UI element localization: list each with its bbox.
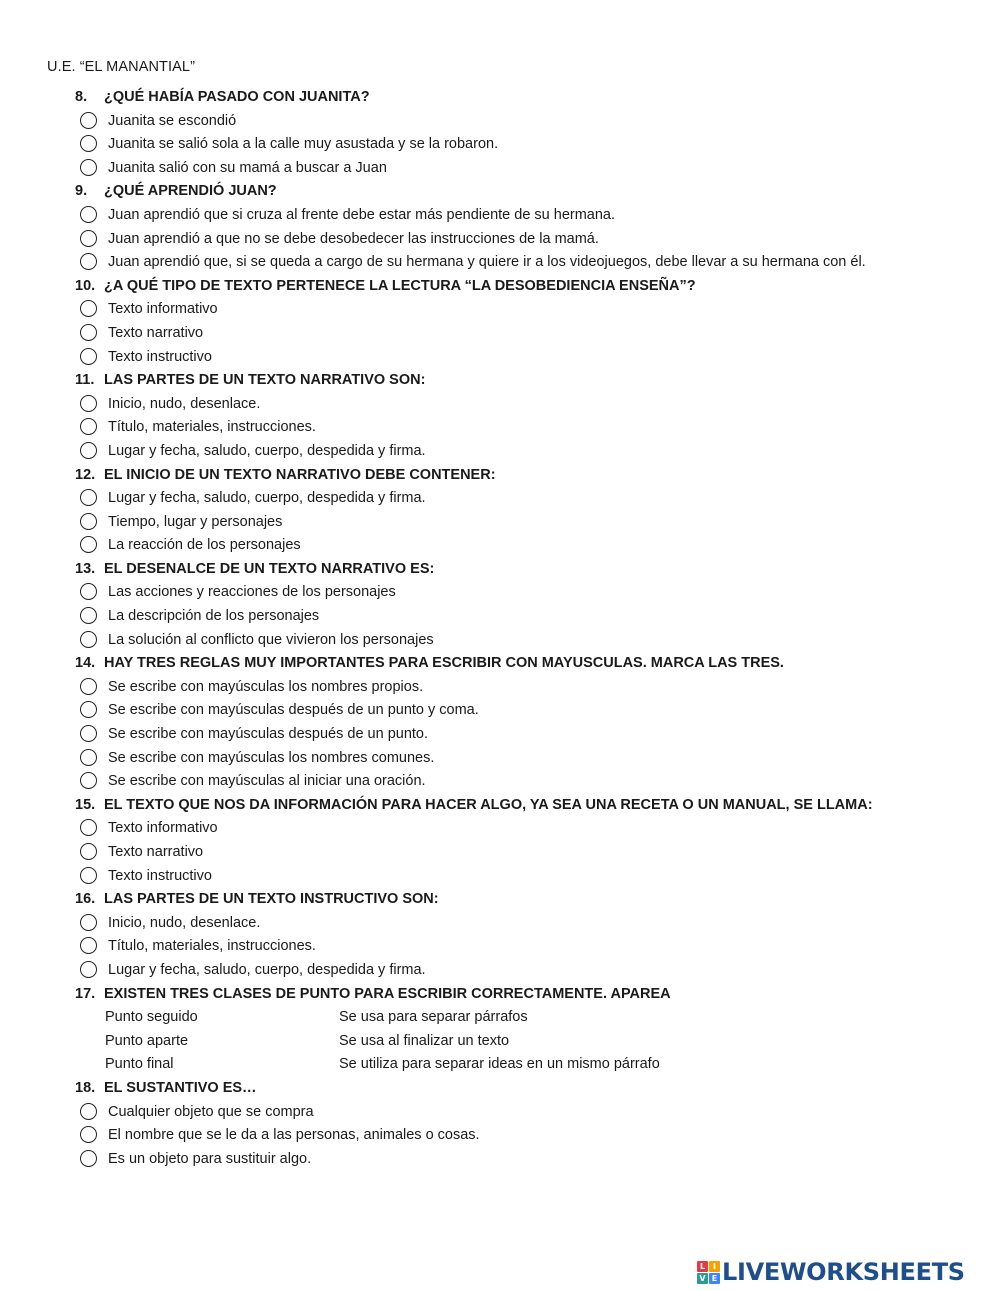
brand-logo-tile: I — [709, 1261, 720, 1272]
brand-logo-icon — [697, 1261, 720, 1284]
radio-button[interactable] — [80, 230, 97, 247]
option-label: Cualquier objeto que se compra — [108, 1103, 314, 1120]
question-text: ¿A QUÉ TIPO DE TEXTO PERTENECE LA LECTURA “LA DESOBEDIENCIA ENSEÑA”? — [104, 277, 696, 294]
question-title — [0, 983, 1000, 1007]
question-title — [0, 275, 1000, 299]
option-label: Juan aprendió a que no se debe desobedecer las instrucciones de la mamá. — [108, 230, 599, 247]
matching-row — [0, 1006, 1000, 1030]
option-label: Se escribe con mayúsculas después de un punto y coma. — [108, 702, 479, 719]
option-label: Las acciones y reacciones de los personajes — [108, 584, 396, 601]
radio-button[interactable] — [80, 607, 97, 624]
answer-option[interactable] — [0, 605, 1000, 629]
question-number: 18. — [75, 1079, 96, 1096]
answer-option[interactable] — [0, 204, 1000, 228]
option-label: Lugar y fecha, saludo, cuerpo, despedida y firma. — [108, 490, 426, 507]
radio-button[interactable] — [80, 701, 97, 718]
option-label: Juan aprendió que, si se queda a cargo de su hermana y quiere ir a los videojuegos, debe llevar a su hermana con él. — [108, 254, 866, 271]
question-title — [0, 794, 1000, 818]
option-label: El nombre que se le da a las personas, animales o cosas. — [108, 1127, 480, 1144]
option-label: Título, materiales, instrucciones. — [108, 419, 316, 436]
radio-button[interactable] — [80, 843, 97, 860]
option-label: Texto narrativo — [108, 844, 204, 860]
radio-button[interactable] — [80, 159, 97, 176]
matching-term[interactable]: Punto final — [105, 1056, 174, 1073]
option-label: Inicio, nudo, desenlace. — [108, 395, 261, 412]
option-label: Tiempo, lugar y personajes — [108, 513, 283, 530]
option-label: Se escribe con mayúsculas al iniciar una oración. — [108, 773, 426, 790]
question-number: 13. — [75, 560, 96, 577]
matching-term[interactable]: Punto aparte — [105, 1032, 189, 1049]
answer-option[interactable] — [0, 935, 1000, 959]
radio-button[interactable] — [80, 749, 97, 766]
answer-option[interactable] — [0, 841, 1000, 865]
question-number: 11. — [75, 372, 95, 389]
radio-button[interactable] — [80, 867, 97, 884]
worksheet — [0, 86, 1000, 1171]
matching-definition[interactable]: Se utiliza para separar ideas en un mismo párrafo — [339, 1056, 660, 1073]
answer-option[interactable] — [0, 110, 1000, 134]
brand-text: LIVEWORKSHEETS — [722, 1258, 965, 1286]
option-label: Texto informativo — [108, 820, 218, 837]
question-number: 15. — [75, 796, 96, 813]
radio-button[interactable] — [80, 914, 97, 931]
radio-button[interactable] — [80, 206, 97, 223]
radio-button[interactable] — [80, 442, 97, 459]
question-text: EL DESENALCE DE UN TEXTO NARRATIVO ES: — [104, 560, 435, 577]
radio-button[interactable] — [80, 937, 97, 954]
radio-button[interactable] — [80, 961, 97, 978]
question-title — [0, 1077, 1000, 1101]
answer-option[interactable] — [0, 676, 1000, 700]
liveworksheets-logo — [697, 1257, 965, 1287]
answer-option[interactable] — [0, 322, 1000, 346]
question-number: 14. — [75, 655, 96, 672]
matching-definition[interactable]: Se usa para separar párrafos — [339, 1009, 528, 1026]
option-label: Lugar y fecha, saludo, cuerpo, despedida y firma. — [108, 961, 426, 978]
question-title — [0, 369, 1000, 393]
question-text: ¿QUÉ APRENDIÓ JUAN? — [104, 183, 277, 200]
question-text: LAS PARTES DE UN TEXTO NARRATIVO SON: — [104, 372, 426, 389]
answer-option[interactable] — [0, 629, 1000, 653]
option-label: Juanita se salió sola a la calle muy asustada y se la robaron. — [108, 136, 499, 153]
answer-option[interactable] — [0, 912, 1000, 936]
option-label: Juanita se escondió — [108, 112, 237, 129]
answer-option[interactable] — [0, 534, 1000, 558]
question-title — [0, 652, 1000, 676]
answer-option[interactable] — [0, 865, 1000, 889]
answer-option[interactable] — [0, 133, 1000, 157]
question-text: ¿QUÉ HABÍA PASADO CON JUANITA? — [104, 89, 370, 105]
option-label: Texto informativo — [108, 301, 218, 318]
radio-button[interactable] — [80, 819, 97, 836]
question-text: EXISTEN TRES CLASES DE PUNTO PARA ESCRIBIR CORRECTAMENTE. APAREA — [104, 985, 671, 1002]
radio-button[interactable] — [80, 1126, 97, 1143]
question-title — [0, 464, 1000, 488]
matching-term[interactable]: Punto seguido — [105, 1009, 198, 1026]
answer-option[interactable] — [0, 1101, 1000, 1125]
brand-logo-tile: L — [697, 1261, 708, 1272]
answer-option[interactable] — [0, 511, 1000, 535]
option-label: Título, materiales, instrucciones. — [108, 938, 316, 955]
answer-option[interactable] — [0, 440, 1000, 464]
radio-button[interactable] — [80, 253, 97, 270]
answer-option[interactable] — [0, 699, 1000, 723]
question-number: 12. — [75, 466, 96, 483]
answer-option[interactable] — [0, 1124, 1000, 1148]
radio-button[interactable] — [80, 513, 97, 530]
answer-option[interactable] — [0, 581, 1000, 605]
radio-button[interactable] — [80, 112, 97, 129]
radio-button[interactable] — [80, 418, 97, 435]
question-title — [0, 888, 1000, 912]
question-number: 10. — [75, 277, 96, 294]
option-label: Inicio, nudo, desenlace. — [108, 914, 261, 931]
question-title — [0, 86, 1000, 110]
answer-option[interactable] — [0, 487, 1000, 511]
answer-option[interactable] — [0, 817, 1000, 841]
question-text: HAY TRES REGLAS MUY IMPORTANTES PARA ESCRIBIR CON MAYUSCULAS. MARCA LAS TRES. — [104, 655, 784, 672]
radio-button[interactable] — [80, 678, 97, 695]
answer-option[interactable] — [0, 251, 1000, 275]
question-number: 8. — [75, 89, 88, 105]
question-number: 9. — [75, 183, 88, 200]
answer-option[interactable] — [0, 1148, 1000, 1172]
brand-logo-tile: E — [709, 1273, 720, 1284]
radio-button[interactable] — [80, 1103, 97, 1120]
answer-option[interactable] — [0, 298, 1000, 322]
answer-option[interactable] — [0, 393, 1000, 417]
radio-button[interactable] — [80, 135, 97, 152]
radio-button[interactable] — [80, 772, 97, 789]
radio-button[interactable] — [80, 489, 97, 506]
question-text: EL TEXTO QUE NOS DA INFORMACIÓN PARA HACER ALGO, YA SEA UNA RECETA O UN MANUAL, SE LLAMA: — [104, 796, 873, 813]
option-label: Texto instructivo — [108, 348, 212, 365]
question-text: EL SUSTANTIVO ES… — [104, 1079, 257, 1096]
matching-definition[interactable]: Se usa al finalizar un texto — [339, 1032, 510, 1049]
option-label: La reacción de los personajes — [108, 537, 301, 554]
radio-button[interactable] — [80, 583, 97, 600]
radio-button[interactable] — [80, 348, 97, 365]
answer-option[interactable] — [0, 346, 1000, 370]
option-label: Se escribe con mayúsculas después de un punto. — [108, 726, 429, 743]
question-text: LAS PARTES DE UN TEXTO INSTRUCTIVO SON: — [104, 891, 439, 908]
option-label: Texto narrativo — [108, 324, 204, 341]
option-label: La descripción de los personajes — [108, 608, 320, 625]
option-label: Se escribe con mayúsculas los nombres propios. — [108, 678, 424, 695]
option-label: Lugar y fecha, saludo, cuerpo, despedida y firma. — [108, 442, 426, 459]
radio-button[interactable] — [80, 300, 97, 317]
answer-option[interactable] — [0, 228, 1000, 252]
school-name: U.E. “EL MANANTIAL” — [47, 59, 195, 75]
answer-option[interactable] — [0, 157, 1000, 181]
option-label: Juanita salió con su mamá a buscar a Juan — [108, 159, 387, 176]
radio-button[interactable] — [80, 324, 97, 341]
radio-button[interactable] — [80, 1150, 97, 1167]
radio-button[interactable] — [80, 395, 97, 412]
answer-option[interactable] — [0, 959, 1000, 983]
matching-row — [0, 1053, 1000, 1077]
option-label: Es un objeto para sustituir algo. — [108, 1150, 312, 1167]
question-number: 17. — [75, 985, 96, 1002]
answer-option[interactable] — [0, 770, 1000, 794]
option-label: Texto instructivo — [108, 867, 212, 884]
option-label: Juan aprendió que si cruza al frente debe estar más pendiente de su hermana. — [108, 206, 616, 223]
radio-button[interactable] — [80, 536, 97, 553]
brand-logo-tile: V — [697, 1273, 708, 1284]
answer-option[interactable] — [0, 416, 1000, 440]
radio-button[interactable] — [80, 725, 97, 742]
question-number: 16. — [75, 891, 96, 908]
question-text: EL INICIO DE UN TEXTO NARRATIVO DEBE CONTENER: — [104, 466, 496, 483]
answer-option[interactable] — [0, 747, 1000, 771]
matching-row — [0, 1030, 1000, 1054]
option-label: La solución al conflicto que vivieron los personajes — [108, 631, 434, 648]
option-label: Se escribe con mayúsculas los nombres comunes. — [108, 749, 435, 766]
answer-option[interactable] — [0, 723, 1000, 747]
radio-button[interactable] — [80, 631, 97, 648]
question-title — [0, 180, 1000, 204]
question-title — [0, 558, 1000, 582]
